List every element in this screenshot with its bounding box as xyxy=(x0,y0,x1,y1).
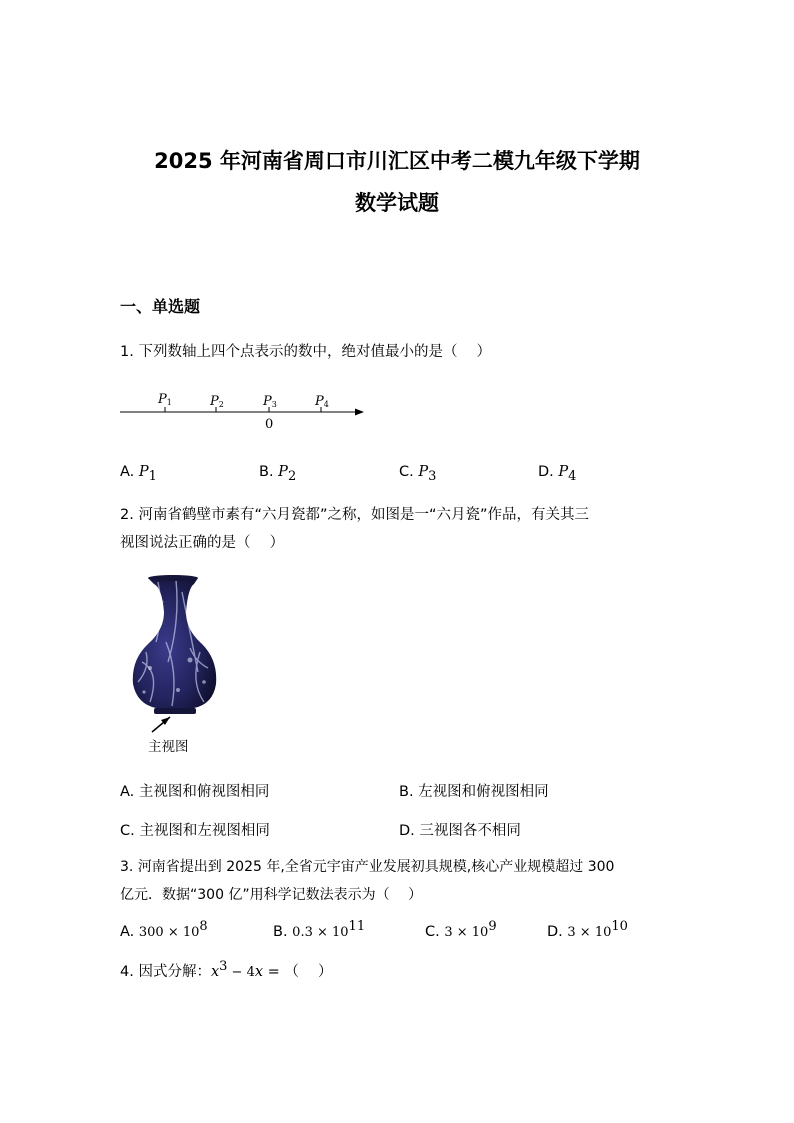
point-label-p4: P4 xyxy=(315,394,329,409)
point-label-p1: P1 xyxy=(158,392,172,407)
vase-foot xyxy=(154,708,196,714)
q3-option-d[interactable]: D. $3 \times 10^{10}$ xyxy=(547,919,628,940)
question-number: 4. xyxy=(120,963,134,980)
question-2: 2. 河南省鹤壁市素有“六月瓷都”之称，如图是一“六月瓷”作品，有关其三 视图说法正确的是（ ） xyxy=(120,507,589,551)
question-number: 1. xyxy=(120,344,134,360)
section-heading: 一、单选题 xyxy=(120,297,201,316)
q1-option-d[interactable]: D. $P_4$ xyxy=(538,464,577,484)
question-1 xyxy=(120,341,491,363)
number-line-figure xyxy=(115,386,375,438)
question-3: 3. 河南省提出到 2025 年,全省元宇宙产业发展初具规模,核心产业规模超过 300 亿元．数据“300 亿”用科学记数法表示为（ ） xyxy=(120,859,615,903)
q3-option-c[interactable]: C. $3 \times 10^9$ xyxy=(425,919,497,940)
q1-option-c[interactable]: C. $P_3$ xyxy=(399,464,437,484)
page-title: 2025 年河南省周口市川汇区中考二模九年级下学期 xyxy=(154,149,640,173)
q2-option-d[interactable]: D. 三视图各不相同 xyxy=(399,823,521,839)
q3-option-a[interactable]: A. $300 \times 10^8$ xyxy=(120,919,208,940)
origin-label: 0 xyxy=(265,417,274,432)
point-label-p2: P2 xyxy=(210,394,224,409)
page-title-line2: 数学试题 xyxy=(355,191,439,215)
q1-option-b[interactable]: B. $P_2$ xyxy=(259,464,297,484)
q2-option-b[interactable]: B. 左视图和俯视图相同 xyxy=(399,784,549,800)
question-number: 3. xyxy=(120,859,134,875)
q2-option-c[interactable]: C. 主视图和左视图相同 xyxy=(120,823,270,839)
question-text: 下列数轴上四个点表示的数中，绝对值最小的是（ ） xyxy=(138,344,492,360)
question-4: 4. 因式分解：$x^3 - 4x$ = （ ） xyxy=(120,959,333,980)
vase-image xyxy=(120,572,230,742)
q3-option-b[interactable]: B. $0.3 \times 10^{11}$ xyxy=(273,919,366,940)
q2-option-a[interactable]: A. 主视图和俯视图相同 xyxy=(120,784,270,800)
point-label-p3: P3 xyxy=(263,394,277,409)
q1-option-a[interactable]: A. $P_1$ xyxy=(120,464,157,484)
figure-caption: 主视图 xyxy=(148,739,189,755)
vase-rim xyxy=(148,575,198,581)
number-line-arrow xyxy=(355,409,364,416)
question-number: 2. xyxy=(120,507,134,523)
